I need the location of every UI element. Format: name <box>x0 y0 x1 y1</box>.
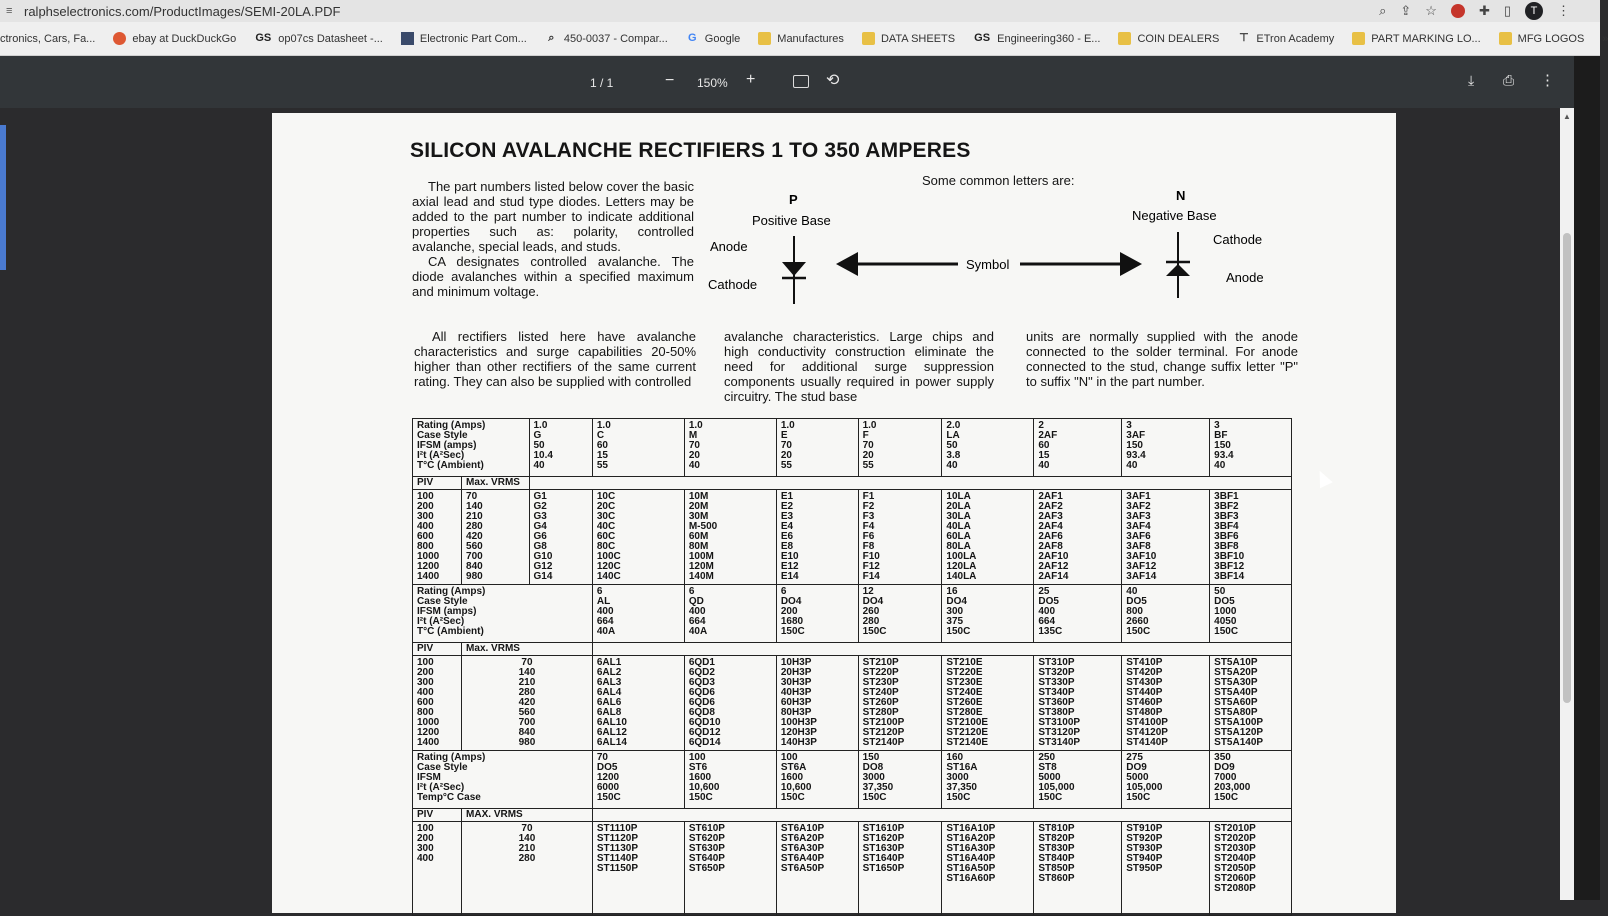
table-row <box>413 585 1292 643</box>
bookmark-label: ETron Academy <box>1256 32 1335 45</box>
bookmark-label: 450-0037 - Compar... <box>563 32 668 45</box>
adblock-icon[interactable] <box>1451 4 1465 18</box>
bookmark-folder[interactable] <box>862 32 955 45</box>
table-cell: 275 DO9 5000 105,000 150C <box>1122 751 1210 809</box>
part-numbers: 6AL1 6AL2 6AL3 6AL4 6AL6 6AL8 6AL10 6AL12 6AL14 <box>592 656 684 751</box>
table-row <box>413 419 1292 477</box>
part-numbers: 10H3P 20H3P 30H3P 40H3P 60H3P 80H3P 100H3P 120H3P 140H3P <box>776 656 858 751</box>
star-icon[interactable]: ☆ <box>1425 3 1437 18</box>
n-letter: N <box>1176 188 1186 203</box>
body-column-1: All rectifiers listed here have avalanche characteristics and surge capabilities 20-50% higher than other rectifiers of the same current rating. They can also be supplied with controlled <box>414 329 696 389</box>
cathode-label-left: Cathode <box>708 277 758 292</box>
positive-base-label: Positive Base <box>752 213 831 228</box>
part-numbers: ST810P ST820P ST830P ST840P ST850P ST860P <box>1034 822 1122 916</box>
body-column-3: units are normally supplied with the anode connected to the solder terminal. For anode connected to the stud, change suffix letter "P" to suffix "N" in the part number. <box>1026 329 1298 389</box>
zoom-icon[interactable]: ⌕ <box>1379 3 1387 18</box>
bookmark-item[interactable] <box>113 32 236 45</box>
bookmark-label: PART MARKING LO... <box>1371 32 1481 45</box>
piv-header: PIV <box>413 477 462 490</box>
part-numbers: ST410P ST420P ST430P ST440P ST460P ST480P ST4100P ST4120P ST4140P <box>1122 656 1210 751</box>
vrms-header: MAX. VRMS <box>462 809 593 822</box>
lock-icon: ≡ <box>6 5 13 17</box>
bookmark-item[interactable] <box>545 32 668 45</box>
spec-labels: Rating (Amps) Case Style IFSM (amps) I²t (A²Sec) T°C (Ambient) <box>413 419 530 477</box>
table-cell: 50 DO5 1000 4050 150C <box>1210 585 1292 643</box>
right-arrow-icon <box>1020 252 1142 276</box>
pdf-toolbar <box>0 56 1600 108</box>
bookmark-folder[interactable] <box>1118 32 1219 45</box>
table-row <box>413 477 1292 490</box>
part-numbers: 10LA 20LA 30LA 40LA 60LA 80LA 100LA 120LA 140LA <box>942 490 1034 585</box>
table-cell <box>529 477 1292 490</box>
folder-icon <box>1118 32 1131 45</box>
part-numbers: ST1610P ST1620P ST1630P ST1640P ST1650P <box>858 822 942 916</box>
negative-base-label: Negative Base <box>1132 208 1217 223</box>
download-icon[interactable]: ⤓ <box>1468 72 1475 88</box>
search-icon: ⌕ <box>548 32 555 44</box>
table-row <box>413 751 1292 809</box>
left-arrow-icon <box>836 252 958 276</box>
spec-labels: Rating (Amps) Case Style IFSM I²t (A²Sec) Temp°C Case <box>413 751 593 809</box>
table-cell: 6 QD 400 664 40A <box>684 585 776 643</box>
table-row <box>413 656 1292 751</box>
bookmark-label: ctronics, Cars, Fa... <box>0 32 96 45</box>
more-options-icon[interactable]: ⋮ <box>1540 72 1555 89</box>
scrollbar-thumb[interactable] <box>1563 233 1571 703</box>
chevron-right-icon: » <box>1602 32 1608 45</box>
table-cell: 100 ST6A 1600 10,600 150C <box>776 751 858 809</box>
table-cell: 2.0 LA 50 3.8 40 <box>942 419 1034 477</box>
google-icon: G <box>688 32 697 44</box>
table-cell: 16 DO4 300 375 150C <box>942 585 1034 643</box>
more-bookmarks-button[interactable] <box>1602 33 1608 45</box>
bookmark-label: MFG LOGOS <box>1517 32 1585 45</box>
rectifier-spec-table <box>412 418 1292 916</box>
bookmark-label: Electronic Part Com... <box>419 32 527 45</box>
table-cell: 150 DO8 3000 37,350 150C <box>858 751 942 809</box>
table-cell: 6 DO4 200 1680 150C <box>776 585 858 643</box>
table-cell: 25 DO5 400 664 135C <box>1034 585 1122 643</box>
bookmark-folder[interactable] <box>1352 32 1480 45</box>
piv-values: 100 200 300 400 600 800 1000 1200 1400 <box>413 490 462 585</box>
part-numbers: ST310P ST320P ST330P ST340P ST360P ST380P ST3100P ST3120P ST3140P <box>1034 656 1122 751</box>
table-cell: 40 DO5 800 2660 150C <box>1122 585 1210 643</box>
bookmark-folder[interactable] <box>758 32 844 45</box>
part-numbers: ST210P ST220P ST230P ST240P ST260P ST280P ST2100P ST2120P ST2140P <box>858 656 942 751</box>
bookmark-folder[interactable] <box>1499 32 1585 45</box>
table-cell: 70 DO5 1200 6000 150C <box>592 751 684 809</box>
site-icon <box>401 32 414 45</box>
body-column-2: avalanche characteristics. Large chips and high conductivity construction eliminate the need for additional surge suppression components usually required in power supply circuitry. The stud base <box>724 329 994 404</box>
fit-page-icon[interactable] <box>793 75 809 88</box>
spec-labels: Rating (Amps) Case Style IFSM (amps) I²t (A²Sec) T°C (Ambient) <box>413 585 593 643</box>
polarity-diagram <box>708 188 1308 318</box>
address-bar[interactable] <box>0 0 1600 22</box>
table-cell: 2 2AF 60 15 40 <box>1034 419 1122 477</box>
toolbar-icons <box>1379 2 1570 20</box>
vrms-values: 70 140 210 280 420 560 700 840 980 <box>462 656 593 751</box>
part-numbers: F1 F2 F3 F4 F6 F8 F10 F12 F14 <box>858 490 942 585</box>
bookmark-item[interactable] <box>401 32 527 45</box>
bookmark-item[interactable] <box>686 32 740 45</box>
p-letter: P <box>789 192 798 207</box>
common-letters-heading: Some common letters are: <box>922 173 1075 188</box>
part-numbers: ST610P ST620P ST630P ST640P ST650P <box>684 822 776 916</box>
table-cell: 1.0 E 70 20 55 <box>776 419 858 477</box>
table-cell: 100 ST6 1600 10,600 150C <box>684 751 776 809</box>
vrms-header: Max. VRMS <box>462 643 593 656</box>
part-numbers: 2AF1 2AF2 2AF3 2AF4 2AF6 2AF8 2AF10 2AF12 2AF14 <box>1034 490 1122 585</box>
bookmark-label: Manufactures <box>777 32 844 45</box>
intro-paragraph: CA designates controlled avalanche. The diode avalanches within a specified maximum and minimum voltage. <box>412 254 694 299</box>
diode-n-icon <box>1166 232 1190 298</box>
bookmarks-bar <box>0 22 1608 56</box>
etron-icon: ⊤ <box>1239 32 1249 44</box>
table-cell: 1.0 G 50 10.4 40 <box>529 419 592 477</box>
folder-icon <box>1352 32 1365 45</box>
gs-icon: GS <box>255 32 272 44</box>
part-numbers: 6QD1 6QD2 6QD3 6QD6 6QD6 6QD8 6QD10 6QD12 6QD14 <box>684 656 776 751</box>
part-numbers: G1 G2 G3 G4 G6 G8 G10 G12 G14 <box>529 490 592 585</box>
table-cell <box>592 643 1291 656</box>
sidepanel-icon[interactable]: ▯ <box>1503 3 1511 18</box>
cathode-label-right: Cathode <box>1213 232 1263 247</box>
duckduckgo-icon <box>113 32 126 45</box>
zoom-in-icon[interactable]: + <box>746 71 756 88</box>
rotate-icon[interactable]: ⟲ <box>826 72 840 89</box>
table-cell: 6 AL 400 664 40A <box>592 585 684 643</box>
gs-icon: GS <box>974 32 991 44</box>
intro-text <box>412 179 694 299</box>
scroll-up-icon[interactable]: ▲ <box>1563 112 1571 121</box>
table-cell: 3 3AF 150 93.4 40 <box>1122 419 1210 477</box>
bookmark-item[interactable] <box>0 33 95 45</box>
table-cell <box>592 809 1291 822</box>
page-indicator[interactable]: 1 / 1 <box>590 76 614 90</box>
part-numbers: ST210E ST220E ST230E ST240E ST260E ST280E ST2100E ST2120E ST2140E <box>942 656 1034 751</box>
folder-icon <box>758 32 771 45</box>
bookmark-label: Google <box>704 32 741 45</box>
anode-label-right: Anode <box>1226 270 1264 285</box>
folder-icon <box>862 32 875 45</box>
table-cell: 350 DO9 7000 203,000 150C <box>1210 751 1292 809</box>
window-edge <box>0 125 6 270</box>
part-numbers: 10C 20C 30C 40C 60C 80C 100C 120C 140C <box>592 490 684 585</box>
bookmark-label: DATA SHEETS <box>880 32 956 45</box>
table-cell: 160 ST16A 3000 37,350 150C <box>942 751 1034 809</box>
part-numbers: 10M 20M 30M M-500 60M 80M 100M 120M 140M <box>684 490 776 585</box>
table-row <box>413 490 1292 585</box>
bookmark-item[interactable] <box>1237 32 1334 45</box>
part-numbers: ST5A10P ST5A20P ST5A30P ST5A40P ST5A60P ST5A80P ST5A100P ST5A120P ST5A140P <box>1210 656 1292 751</box>
zoom-level[interactable]: 150% <box>697 76 728 90</box>
vrms-values: 70 140 210 280 <box>462 822 593 916</box>
bookmark-label: op07cs Datasheet -... <box>278 32 383 45</box>
url-text[interactable]: ralphselectronics.com/ProductImages/SEMI-20LA.PDF <box>24 3 341 19</box>
part-numbers: E1 E2 E3 E4 E6 E8 E10 E12 E14 <box>776 490 858 585</box>
bookmark-label: ebay at DuckDuckGo <box>132 32 237 45</box>
print-icon[interactable]: ⎙ <box>1503 72 1515 88</box>
part-numbers: ST910P ST920P ST930P ST940P ST950P <box>1122 822 1210 916</box>
table-cell: 1.0 C 60 15 55 <box>592 419 684 477</box>
piv-header: PIV <box>413 809 462 822</box>
table-cell: 12 DO4 260 280 150C <box>858 585 942 643</box>
zoom-out-icon[interactable]: − <box>665 72 675 89</box>
table-row <box>413 822 1292 916</box>
piv-header: PIV <box>413 643 462 656</box>
window-edge-right <box>1574 56 1600 900</box>
table-cell: 1.0 F 70 20 55 <box>858 419 942 477</box>
table-cell: 3 BF 150 93.4 40 <box>1210 419 1292 477</box>
piv-values: 100 200 300 400 600 800 1000 1200 1400 <box>413 656 462 751</box>
bookmark-item[interactable] <box>254 32 383 45</box>
folder-icon <box>1499 32 1512 45</box>
diode-p-icon <box>782 236 806 304</box>
bookmark-item[interactable] <box>973 32 1100 45</box>
page-title: SILICON AVALANCHE RECTIFIERS 1 TO 350 AMPERES <box>410 139 971 162</box>
symbol-label: Symbol <box>966 257 1010 272</box>
scrollbar[interactable] <box>1560 108 1574 900</box>
pdf-page <box>272 113 1396 913</box>
part-numbers: 3AF1 3AF2 3AF3 3AF4 3AF6 3AF8 3AF10 3AF12 3AF14 <box>1122 490 1210 585</box>
intro-paragraph: The part numbers listed below cover the basic axial lead and stud type diodes. Letters may be added to the part number to indicate additional properties such as: polarity, controlled avalanche, special leads, and studs. <box>412 179 694 254</box>
anode-label-left: Anode <box>710 239 748 254</box>
part-numbers: ST16A10P ST16A20P ST16A30P ST16A40P ST16A50P ST16A60P <box>942 822 1034 916</box>
avatar[interactable]: T <box>1525 2 1543 20</box>
part-numbers: ST6A10P ST6A20P ST6A30P ST6A40P ST6A50P <box>776 822 858 916</box>
table-row <box>413 643 1292 656</box>
bookmark-label: COIN DEALERS <box>1137 32 1220 45</box>
table-row <box>413 809 1292 822</box>
part-numbers: 3BF1 3BF2 3BF3 3BF4 3BF6 3BF8 3BF10 3BF12 3BF14 <box>1210 490 1292 585</box>
table-cell: 250 ST8 5000 105,000 150C <box>1034 751 1122 809</box>
part-numbers: ST1110P ST1120P ST1130P ST1140P ST1150P <box>592 822 684 916</box>
part-numbers: ST2010P ST2020P ST2030P ST2040P ST2050P ST2060P ST2080P <box>1210 822 1292 916</box>
menu-icon[interactable]: ⋮ <box>1557 3 1570 18</box>
vrms-header: Max. VRMS <box>462 477 529 490</box>
vrms-values: 70 140 210 280 420 560 700 840 980 <box>462 490 529 585</box>
table-cell: 1.0 M 70 20 40 <box>684 419 776 477</box>
share-icon[interactable]: ⇪ <box>1400 3 1412 18</box>
bookmark-label: Engineering360 - E... <box>997 32 1101 45</box>
piv-values: 100 200 300 400 <box>413 822 462 916</box>
extensions-icon[interactable]: ✚ <box>1478 3 1490 18</box>
